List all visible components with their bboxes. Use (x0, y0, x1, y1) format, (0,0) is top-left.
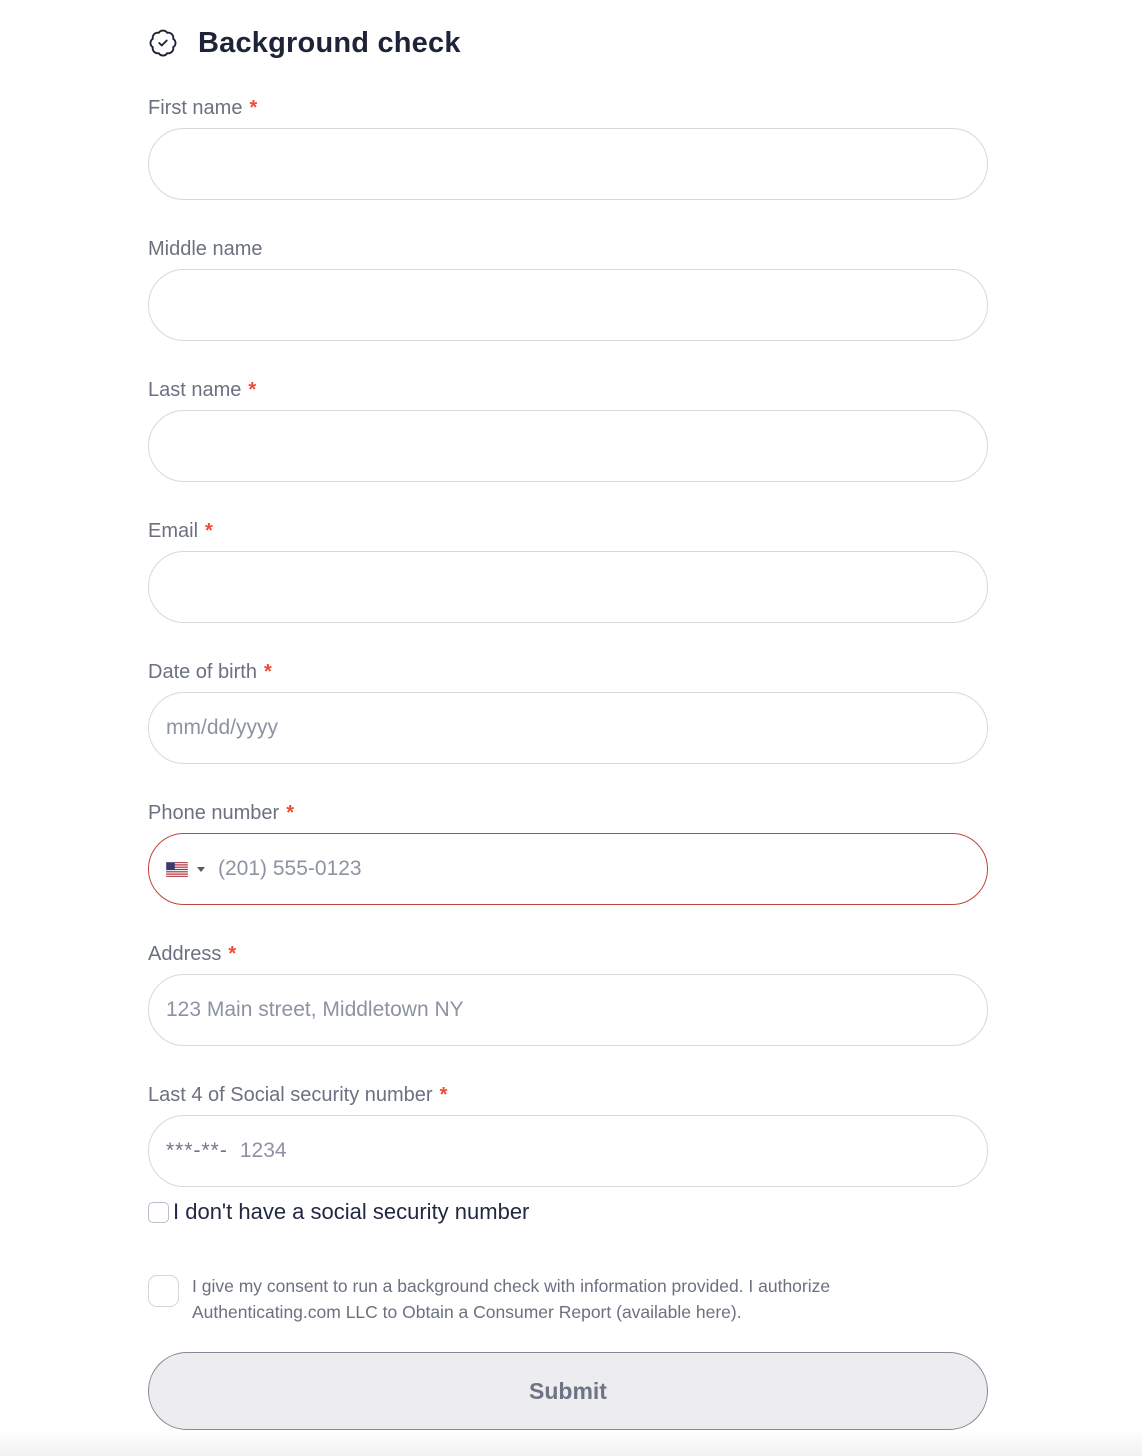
first-name-inputbox (148, 128, 988, 200)
us-flag-icon (166, 862, 188, 877)
dob-input[interactable] (166, 716, 959, 740)
email-inputbox (148, 551, 988, 623)
middle-name-input[interactable] (166, 293, 959, 317)
address-inputbox (148, 974, 988, 1046)
middle-name-inputbox (148, 269, 988, 341)
field-date-of-birth (148, 661, 988, 764)
address-label-row (148, 943, 988, 965)
required-asterisk: * (205, 520, 213, 542)
last-name-label: Last name (148, 379, 242, 401)
last-name-input[interactable] (166, 434, 959, 458)
required-asterisk: * (286, 802, 294, 824)
dob-label: Date of birth (148, 661, 257, 683)
no-ssn-checkbox-label: I don't have a social security number (173, 1199, 530, 1224)
page-bottom-fade (0, 1430, 1142, 1456)
required-asterisk: * (439, 1084, 448, 1106)
dob-label-row (148, 661, 988, 683)
last-name-inputbox (148, 410, 988, 482)
email-input[interactable] (166, 575, 959, 599)
required-asterisk: * (248, 379, 257, 401)
consent-text-line2: Authenticating.com LLC to Obtain a Consumer Report (available here). (192, 1302, 742, 1322)
form-container (148, 0, 988, 1430)
email-label-row (148, 520, 988, 542)
first-name-label-row (148, 97, 988, 119)
ssn-masked-prefix: ***-**- (166, 1139, 228, 1162)
field-email (148, 520, 988, 623)
ssn-label: Last 4 of Social security number (148, 1084, 433, 1106)
required-asterisk: * (228, 943, 237, 965)
required-asterisk: * (263, 661, 272, 683)
field-middle-name (148, 238, 988, 341)
first-name-input[interactable] (166, 152, 959, 176)
country-code-dropdown[interactable] (166, 862, 205, 877)
last-name-label-row (148, 379, 988, 401)
field-last-name (148, 379, 988, 482)
required-asterisk: * (249, 97, 258, 119)
form-fields (148, 97, 988, 1225)
chevron-down-icon (197, 867, 205, 872)
field-first-name (148, 97, 988, 200)
middle-name-label: Middle name (148, 238, 263, 260)
address-input[interactable] (166, 998, 959, 1022)
consent-row (148, 1273, 988, 1325)
first-name-label: First name (148, 97, 243, 119)
no-ssn-checkbox[interactable] (148, 1202, 169, 1223)
consent-text-line1: I give my consent to run a background check with information provided. I authorize (192, 1276, 831, 1296)
submit-button[interactable]: Submit (148, 1352, 988, 1430)
phone-label-row (148, 802, 988, 824)
phone-label: Phone number (148, 802, 280, 824)
consent-checkbox[interactable] (148, 1275, 179, 1307)
phone-input[interactable] (218, 857, 959, 881)
badge-check-icon (148, 28, 178, 58)
field-phone-number (148, 802, 988, 905)
no-ssn-checkbox-row (148, 1199, 988, 1225)
page-header (148, 26, 988, 60)
ssn-inputbox (148, 1115, 988, 1187)
phone-inputbox (148, 833, 988, 905)
middle-name-label-row (148, 238, 988, 260)
ssn-last4-input[interactable] (240, 1139, 959, 1163)
dob-inputbox (148, 692, 988, 764)
ssn-label-row (148, 1084, 988, 1106)
field-address (148, 943, 988, 1046)
consent-text (192, 1273, 830, 1325)
field-ssn-last4 (148, 1084, 988, 1225)
page-title: Background check (198, 26, 461, 59)
address-label: Address (148, 943, 222, 965)
email-label: Email (148, 520, 199, 542)
